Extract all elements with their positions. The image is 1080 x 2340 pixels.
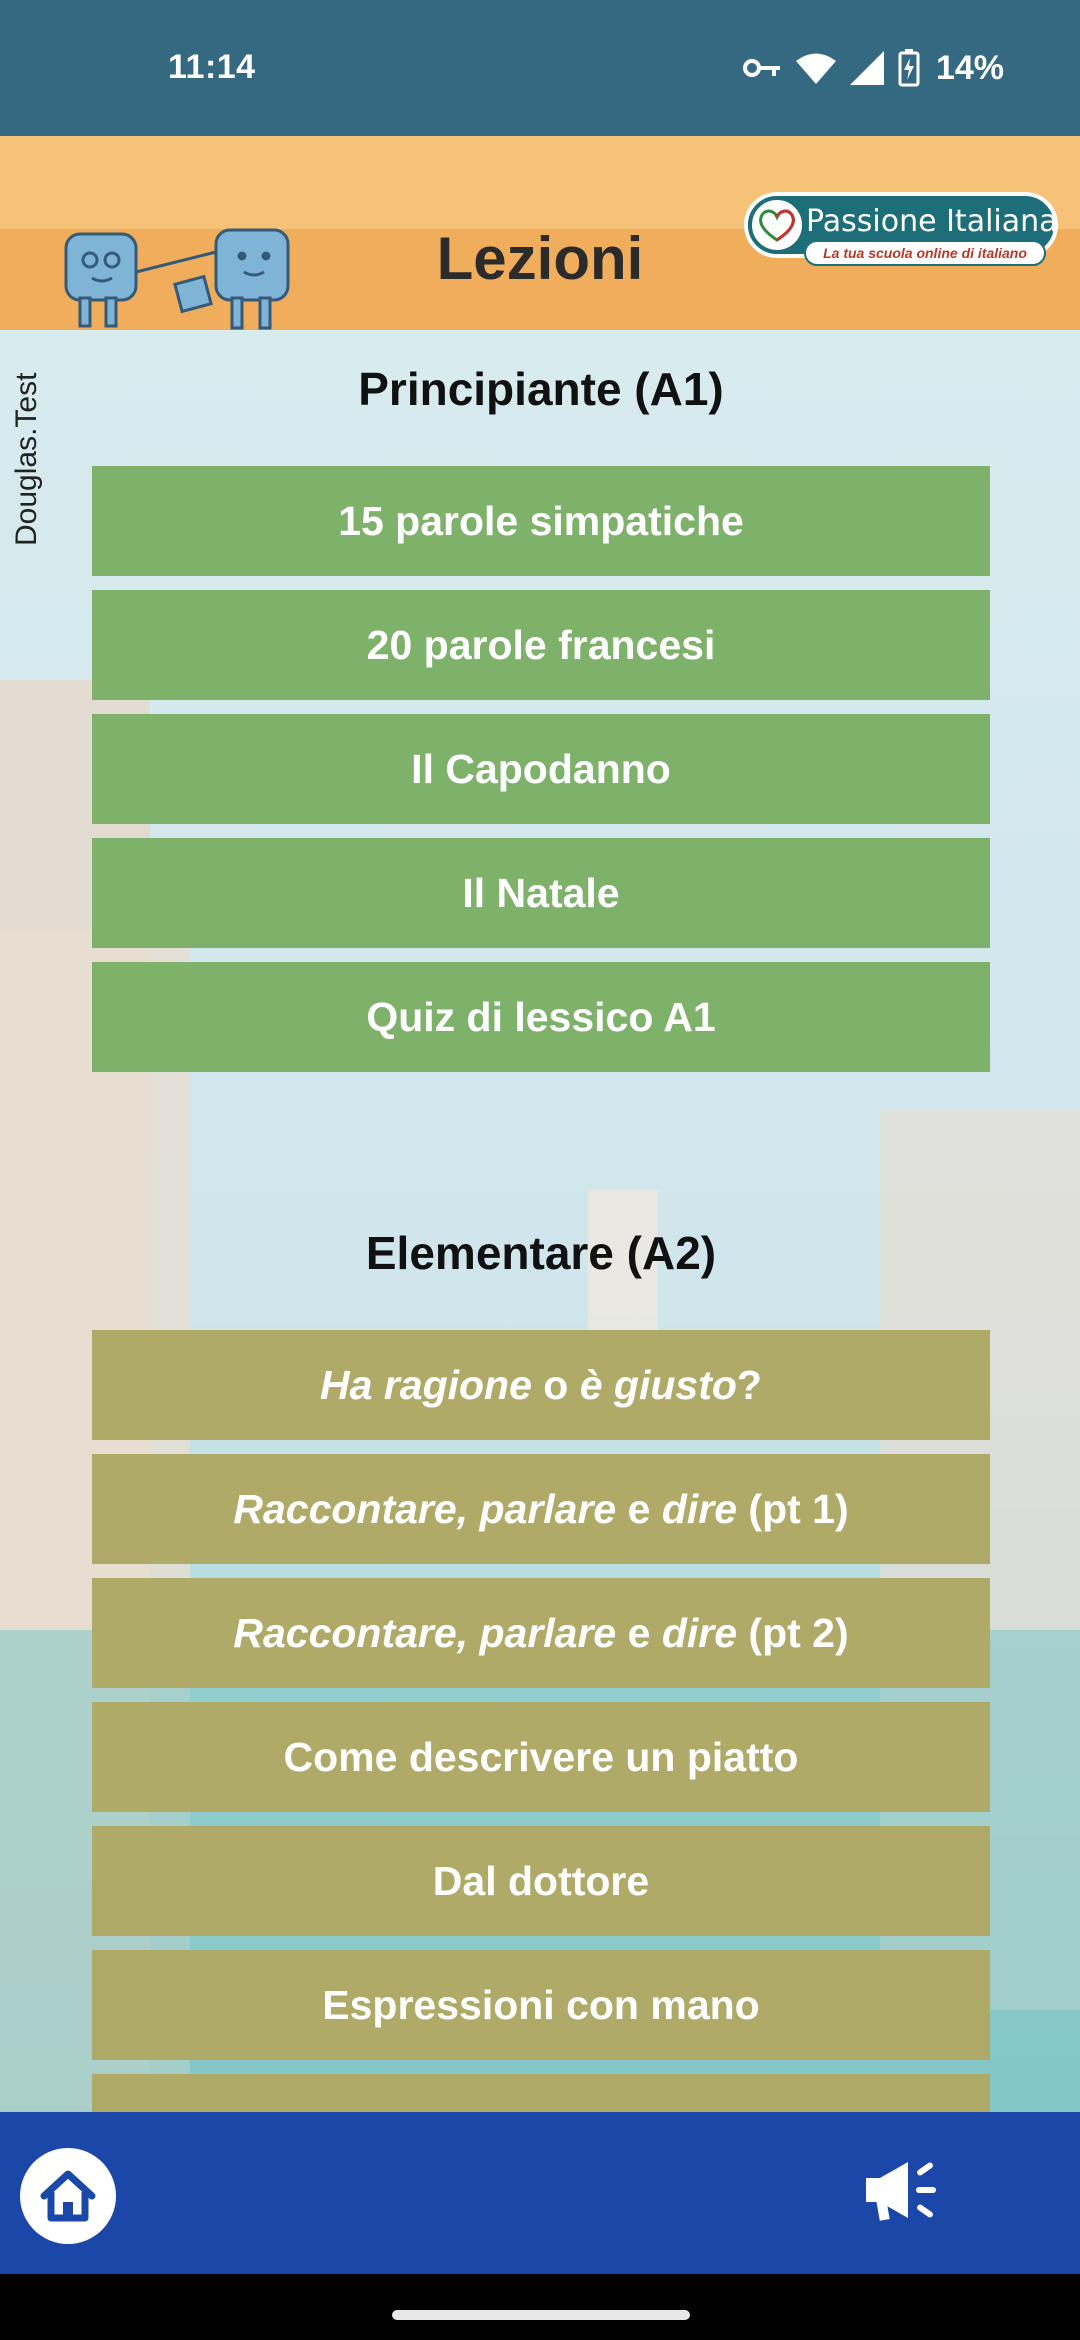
lesson-label-italic: Raccontare, parlare	[233, 1485, 617, 1532]
lesson-button[interactable]	[92, 1330, 990, 1440]
lesson-label-suffix: (pt 2)	[737, 1609, 849, 1656]
lesson-button[interactable]: 20 parole francesi	[92, 590, 990, 700]
wifi-icon	[796, 52, 836, 84]
lesson-button[interactable]	[92, 1950, 990, 2060]
logo-name: Passione Italiana	[806, 204, 1058, 239]
battery-percent: 14%	[935, 48, 1004, 87]
lesson-button[interactable]: Quiz di lessico A1	[92, 962, 990, 1072]
lesson-label-italic: Ha ragione	[320, 1361, 532, 1408]
status-icons	[742, 46, 1004, 90]
section-title-a2: Elementare (A2)	[365, 1227, 717, 1279]
lesson-button-partial[interactable]	[92, 2074, 990, 2112]
lesson-label-connector: e	[616, 1609, 662, 1656]
lesson-button[interactable]	[92, 1578, 990, 1688]
user-name: Douglas.Test	[10, 372, 43, 546]
lesson-label: Dal dottore	[432, 1857, 650, 1904]
lesson-label-italic-2: dire	[661, 1485, 738, 1532]
lesson-button[interactable]	[92, 1702, 990, 1812]
lesson-button[interactable]: Il Capodanno	[92, 714, 990, 824]
megaphone-icon	[864, 2156, 940, 2226]
lesson-label-italic-2: è giusto	[579, 1361, 737, 1408]
app-header	[0, 136, 1080, 330]
heart-logo-icon	[748, 196, 806, 254]
lesson-label-italic-2: dire	[661, 1609, 738, 1656]
status-time: 11:14	[168, 48, 256, 86]
announcements-button[interactable]	[864, 2156, 940, 2226]
lesson-button[interactable]: 15 parole simpatiche	[92, 466, 990, 576]
lesson-label-connector: e	[616, 1485, 662, 1532]
lesson-button[interactable]	[92, 1454, 990, 1564]
signal-icon	[850, 51, 884, 85]
home-button[interactable]	[20, 2148, 116, 2244]
bottom-nav	[0, 2112, 1080, 2274]
page-title: Lezioni	[436, 225, 644, 292]
lesson-label-italic: Raccontare, parlare	[233, 1609, 617, 1656]
vpn-key-icon	[742, 56, 782, 80]
battery-charging-icon	[898, 49, 920, 87]
lesson-label: Espressioni con mano	[322, 1981, 760, 2028]
status-bar	[0, 0, 1080, 136]
lesson-button[interactable]	[92, 1826, 990, 1936]
logo-tagline: La tua scuola online di italiano	[804, 240, 1046, 266]
lesson-button[interactable]: Il Natale	[92, 838, 990, 948]
lesson-label-suffix: ?	[736, 1361, 762, 1408]
lesson-label-connector: o	[531, 1361, 580, 1408]
home-icon	[38, 2168, 98, 2224]
gesture-handle[interactable]	[392, 2310, 690, 2320]
lesson-label: Come descrivere un piatto	[283, 1733, 799, 1780]
section-title-a1: Principiante (A1)	[358, 363, 724, 415]
passione-italiana-logo	[744, 192, 1058, 270]
lesson-label-suffix: (pt 1)	[737, 1485, 849, 1532]
gesture-bar	[0, 2274, 1080, 2340]
lesson-list[interactable]	[0, 330, 1080, 2112]
